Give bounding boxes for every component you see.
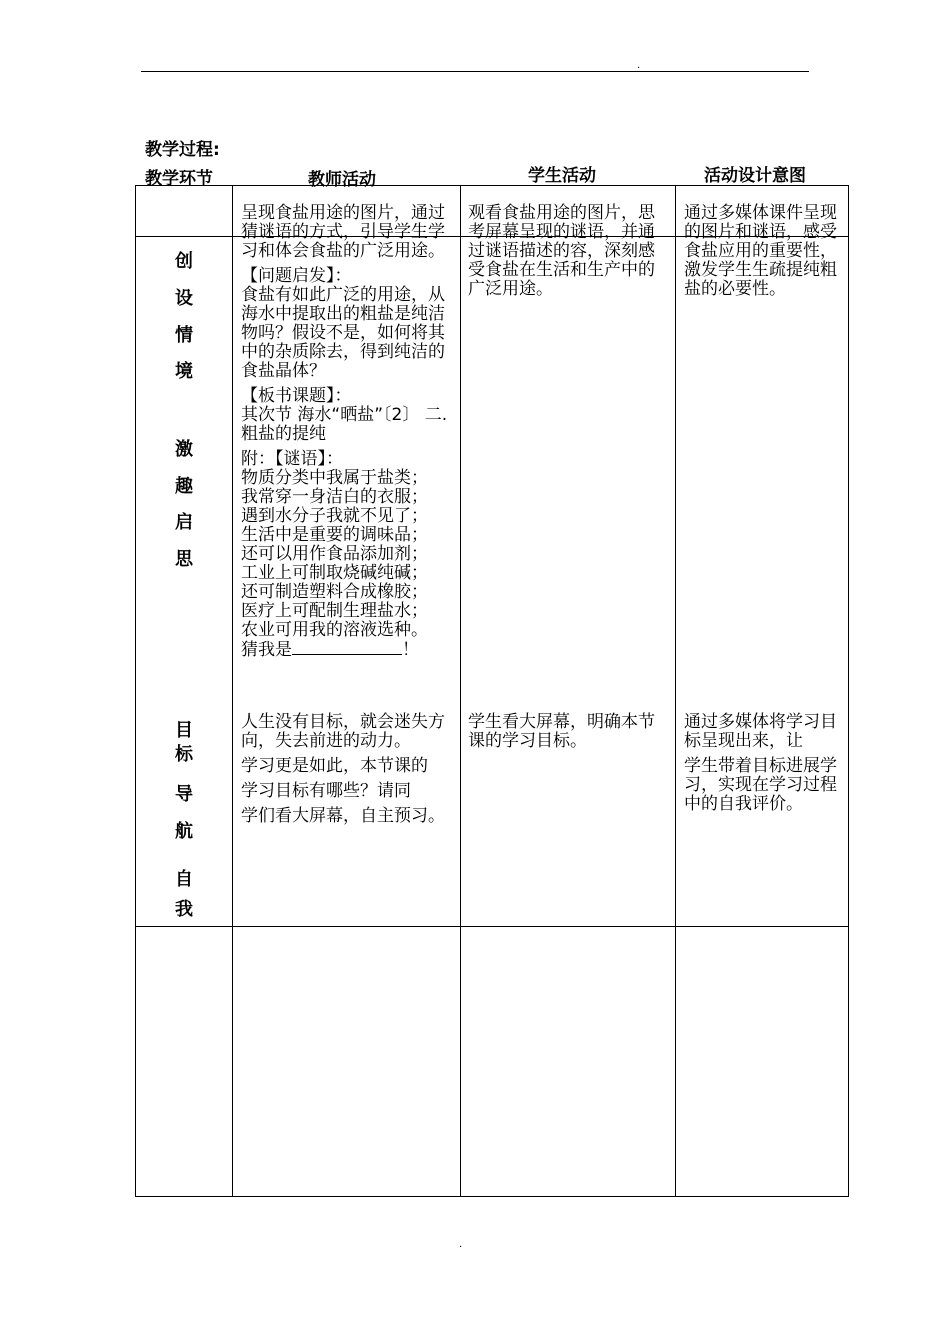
riddle-line: 医疗上可配制生理盐水； <box>241 601 428 621</box>
teacher-paragraph: 学习目标有哪些？请同 <box>241 781 411 801</box>
design-intent-row1 <box>684 204 842 299</box>
col-header-teacher: 教师活动 <box>308 170 376 190</box>
teacher-paragraph: 呈现食盐用途的图片，通过猜谜语的方式，引导学生学习和体会食盐的广泛用途。 <box>241 203 445 261</box>
student-activity-row2 <box>468 713 668 751</box>
riddle-line: 还可制造塑料合成橡胶； <box>241 582 428 602</box>
stage-char: 我 <box>175 899 193 920</box>
intent-paragraph: 学生带着目标进展学习，实现在学习过程中的自我评价。 <box>684 756 837 814</box>
col-header-stage: 教学环节 <box>145 169 213 189</box>
riddle-line: 农业可用我的溶液选种。 <box>241 620 428 640</box>
table-top-border <box>135 185 849 186</box>
stage-char: 创 <box>175 251 193 272</box>
intent-paragraph: 通过多媒体课件呈现的图片和谜语，感受食盐应用的重要性，激发学生生疏提纯粗盐的必要性。 <box>684 203 837 299</box>
riddle-line: 遇到水分子我就不见了； <box>241 506 428 526</box>
guess-prefix: 猜我是 <box>241 640 292 660</box>
lesson-topic: 其次节 海水“晒盐”〔2〕 二.粗盐的提纯 <box>241 405 448 444</box>
student-paragraph: 学生看大屏幕，明确本节课的学习目标。 <box>468 712 655 751</box>
table-col-border <box>232 185 233 1196</box>
teacher-paragraph: 食盐有如此广泛的用途，从海水中提取出的粗盐是纯洁物吗？假设不是，如何将其中的杂质除去，得到纯洁的食盐晶体？ <box>241 285 445 381</box>
riddle-line: 我常穿一身洁白的衣服； <box>241 487 428 507</box>
guess-suffix: ！ <box>402 640 419 660</box>
header-dot: . <box>637 60 641 71</box>
teacher-label: 【问题启发】： <box>241 266 352 286</box>
table-col-border <box>460 185 461 1196</box>
teacher-activity-row1 <box>241 204 453 660</box>
student-activity-row1 <box>468 204 668 299</box>
teacher-paragraph: 学习更是如此，本节课的 <box>241 756 428 776</box>
teacher-activity-row2 <box>241 713 453 826</box>
stage-char: 目 <box>175 720 193 741</box>
riddle-line: 生活中是重要的调味品； <box>241 525 428 545</box>
teacher-label: 附：【谜语】： <box>241 449 343 469</box>
student-paragraph: 观看食盐用途的图片，思考屏幕呈现的谜语，并通过谜语描述的容，深刻感受食盐在生活和生产中的广泛用途。 <box>468 203 655 299</box>
stage-char: 设 <box>175 288 193 309</box>
intent-paragraph: 通过多媒体将学习目标呈现出来，让 <box>684 712 837 751</box>
stage-char: 自 <box>175 869 193 890</box>
stage-char: 启 <box>175 512 193 533</box>
design-intent-row2 <box>684 713 842 814</box>
stage-char: 情 <box>175 325 193 346</box>
table-bottom-border <box>135 1196 849 1197</box>
section-title: 教学过程: <box>145 140 220 160</box>
stage-char: 激 <box>175 439 193 460</box>
teacher-paragraph: 学们看大屏幕，自主预习。 <box>241 806 445 826</box>
riddle-line: 物质分类中我属于盐类； <box>241 468 428 488</box>
teacher-label: 【板书课题】： <box>241 386 352 406</box>
table-col-border <box>675 185 676 1196</box>
col-header-intent: 活动设计意图 <box>704 166 806 186</box>
stage-char: 导 <box>175 784 193 805</box>
riddle-guess <box>241 640 453 660</box>
table-col-border <box>848 185 849 1196</box>
answer-blank <box>292 640 402 655</box>
col-header-student: 学生活动 <box>528 166 596 186</box>
table-row-divider <box>135 926 849 927</box>
riddle-line: 还可以用作食品添加剂； <box>241 544 428 564</box>
riddle-line: 工业上可制取烧碱纯碱； <box>241 563 428 583</box>
stage-char: 趣 <box>175 476 193 497</box>
stage-char: 标 <box>175 744 193 765</box>
stage-char: 境 <box>175 361 193 382</box>
stage-char: 思 <box>175 549 193 570</box>
stage-char: 航 <box>175 821 193 842</box>
teacher-paragraph: 人生没有目标，就会迷失方向，失去前进的动力。 <box>241 712 445 751</box>
footer-dot: . <box>459 1239 463 1250</box>
header-rule <box>141 71 809 72</box>
